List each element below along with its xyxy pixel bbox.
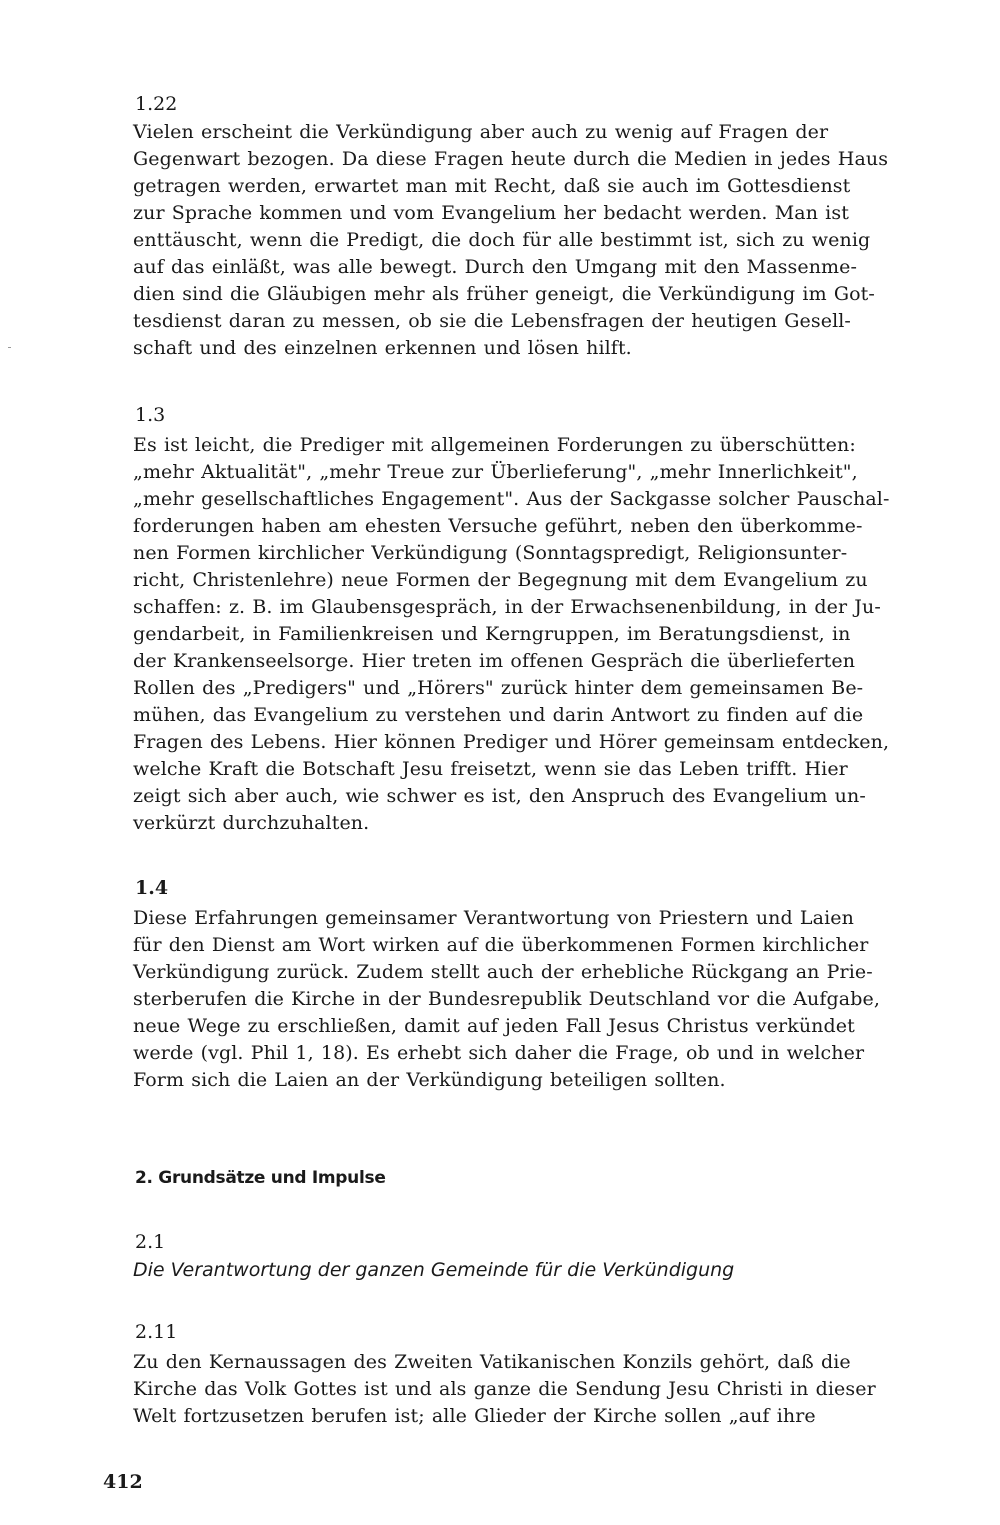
text-line: neue Wege zu erschließen, damit auf jeden Fall Jesus Christus verkündet [133,1015,855,1037]
paragraph [133,1349,963,1430]
section-number: 1.22 [135,93,178,115]
text-line: auf das einläßt, was alle bewegt. Durch den Umgang mit den Massenme- [133,256,858,278]
subsection-number: 2.1 [135,1231,166,1253]
subsection-title: Die Verantwortung der ganzen Gemeinde für die Verkündigung [133,1259,735,1281]
text-line: schaffen: z. B. im Glaubensgespräch, in der Erwachsenenbildung, in der Ju- [133,596,881,618]
text-line: werde (vgl. Phil 1, 18). Es erhebt sich daher die Frage, ob und in welcher [133,1042,865,1064]
text-line: der Krankenseelsorge. Hier treten im offenen Gespräch die überlieferten [133,650,856,672]
text-line: zeigt sich aber auch, wie schwer es ist, den Anspruch des Evangelium un- [133,785,866,807]
text-line: Vielen erscheint die Verkündigung aber auch zu wenig auf Fragen der [133,121,829,143]
text-line: mühen, das Evangelium zu verstehen und darin Antwort zu finden auf die [133,704,864,726]
text-line: „mehr gesellschaftliches Engagement". Aus der Sackgasse solcher Pauschal- [133,488,890,510]
text-line: für den Dienst am Wort wirken auf die überkommenen Formen kirchlicher [133,934,869,956]
text-line: Diese Erfahrungen gemeinsamer Verantwortung von Priestern und Laien [133,907,854,929]
section-number: 1.3 [135,404,166,426]
text-line: „mehr Aktualität", „mehr Treue zur Überlieferung", „mehr Innerlichkeit", [133,461,858,483]
paragraph [133,119,963,362]
section-number: 1.4 [135,877,169,899]
text-line: dien sind die Gläubigen mehr als früher geneigt, die Verkündigung im Got- [133,283,875,305]
text-line: gendarbeit, in Familienkreisen und Kerngruppen, im Beratungsdienst, in [133,623,851,645]
section-number: 2.11 [135,1321,178,1343]
text-line: Fragen des Lebens. Hier können Prediger und Hörer gemeinsam entdecken, [133,731,890,753]
margin-mark [8,347,11,348]
text-line: Es ist leicht, die Prediger mit allgemeinen Forderungen zu überschütten: [133,434,856,456]
text-line: tesdienst daran zu messen, ob sie die Lebensfragen der heutigen Gesell- [133,310,851,332]
text-line: nen Formen kirchlicher Verkündigung (Sonntagspredigt, Religionsunter- [133,542,848,564]
text-line: richt, Christenlehre) neue Formen der Begegnung mit dem Evangelium zu [133,569,868,591]
text-line: schaft und des einzelnen erkennen und lösen hilft. [133,337,632,359]
text-line: welche Kraft die Botschaft Jesu freisetzt, wenn sie das Leben trifft. Hier [133,758,848,780]
text-line: zur Sprache kommen und vom Evangelium her bedacht werden. Man ist [133,202,849,224]
text-line: Gegenwart bezogen. Da diese Fragen heute durch die Medien in jedes Haus [133,148,889,170]
text-line: verkürzt durchzuhalten. [133,812,370,834]
text-line: Verkündigung zurück. Zudem stellt auch der erhebliche Rückgang an Prie- [133,961,873,983]
chapter-heading: 2. Grundsätze und Impulse [135,1168,386,1188]
page-number: 412 [103,1471,143,1493]
text-line: Kirche das Volk Gottes ist und als ganze die Sendung Jesu Christi in dieser [133,1378,876,1400]
text-line: Form sich die Laien an der Verkündigung beteiligen sollten. [133,1069,726,1091]
text-line: forderungen haben am ehesten Versuche geführt, neben den überkomme- [133,515,863,537]
text-line: getragen werden, erwartet man mit Recht, daß sie auch im Gottesdienst [133,175,851,197]
text-line: sterberufen die Kirche in der Bundesrepublik Deutschland vor die Aufgabe, [133,988,880,1010]
text-line: enttäuscht, wenn die Predigt, die doch für alle bestimmt ist, sich zu wenig [133,229,871,251]
paragraph [133,432,963,837]
text-line: Rollen des „Predigers" und „Hörers" zurück hinter dem gemeinsamen Be- [133,677,864,699]
paragraph [133,905,963,1094]
text-line: Welt fortzusetzen berufen ist; alle Glieder der Kirche sollen „auf ihre [133,1405,816,1427]
text-line: Zu den Kernaussagen des Zweiten Vatikanischen Konzils gehört, daß die [133,1351,851,1373]
